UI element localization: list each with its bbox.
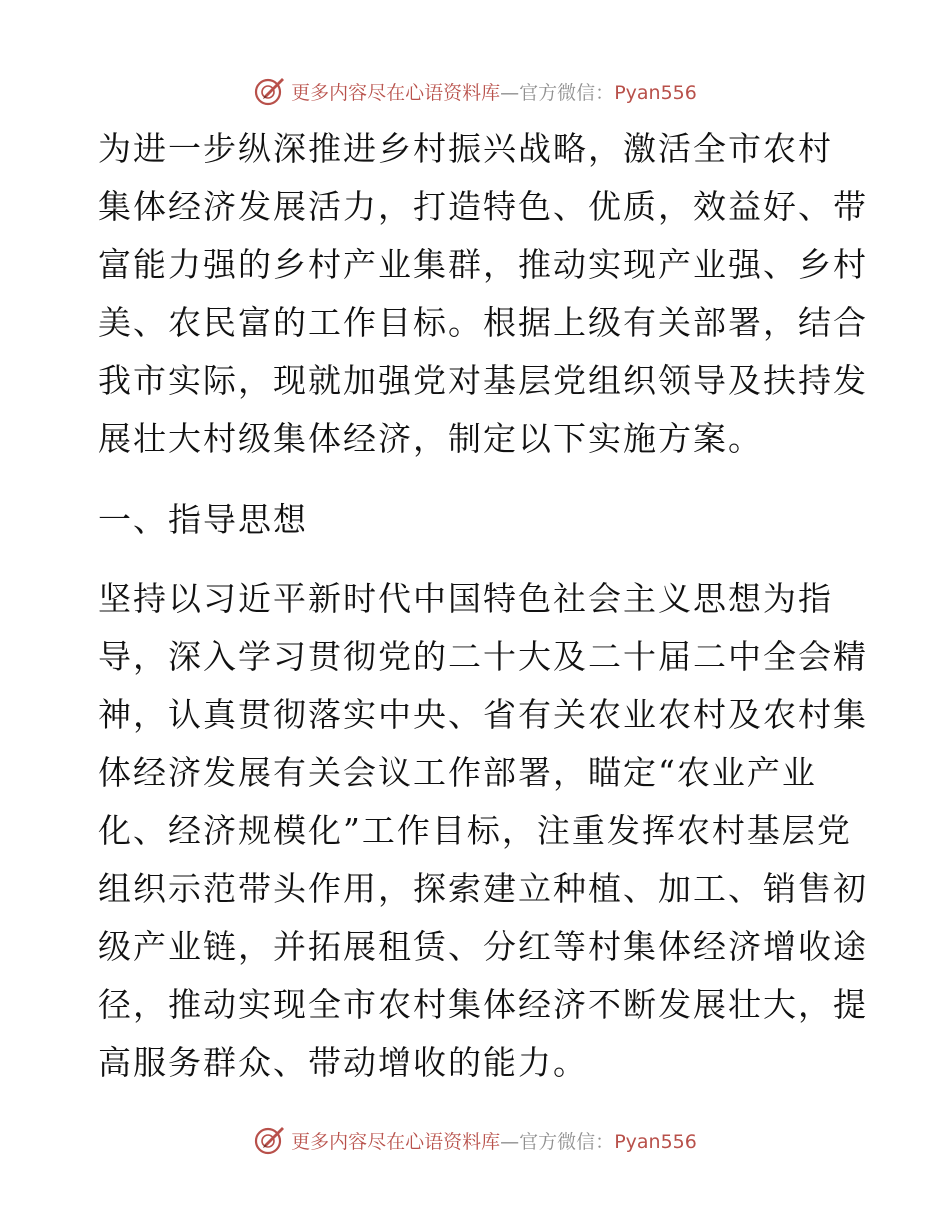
watermark-dash: — [500,81,520,104]
text-line: 美、农民富的工作目标。根据上级有关部署，结合 [98,303,868,342]
text-line: 集体经济发展活力，打造特色、优质，效益好、带 [98,187,868,226]
watermark-handle: Pyan556 [614,1130,697,1153]
text-line: 级产业链，并拓展租赁、分红等村集体经济增收途 [98,927,868,966]
text-line: 展壮大村级集体经济，制定以下实施方案。 [98,419,763,458]
watermark-text [291,1127,697,1154]
text-line: 为进一步纵深推进乡村振兴战略，激活全市农村 [98,129,833,168]
text-line: 导，深入学习贯彻党的二十大及二十届二中全会精 [98,637,868,676]
text-line: 化、经济规模化”工作目标，注重发挥农村基层党 [98,811,852,850]
text-line: 径，推动实现全市农村集体经济不断发展壮大，提 [98,985,868,1024]
text-line: 富能力强的乡村产业集群，推动实现产业强、乡村 [98,245,868,284]
pen-logo-icon [253,74,287,108]
intro-paragraph [98,120,868,468]
text-line: 高服务群众、带动增收的能力。 [98,1043,588,1082]
watermark-dash: — [500,1130,520,1153]
footer-watermark [0,1120,950,1160]
watermark-text [291,78,697,105]
guiding-ideology-paragraph [98,570,868,1092]
text-line: 神，认真贯彻落实中央、省有关农业农村及农村集 [98,695,868,734]
text-line: 体经济发展有关会议工作部署，瞄定“农业产业 [98,753,817,792]
watermark-official: 官方微信： [519,81,615,104]
watermark-site: 更多内容尽在心语资料库 [291,1130,501,1153]
document-body [98,120,868,1092]
text-line: 组织示范带头作用，探索建立种植、加工、销售初 [98,869,868,908]
pen-logo-icon [253,1123,287,1157]
text-line: 我市实际，现就加强党对基层党组织领导及扶持发 [98,361,868,400]
section-heading: 一、指导思想 [98,500,308,539]
watermark-site: 更多内容尽在心语资料库 [291,81,501,104]
header-watermark [0,71,950,111]
text-line: 坚持以习近平新时代中国特色社会主义思想为指 [98,579,833,618]
watermark-handle: Pyan556 [614,81,697,104]
watermark-official: 官方微信： [519,1130,615,1153]
